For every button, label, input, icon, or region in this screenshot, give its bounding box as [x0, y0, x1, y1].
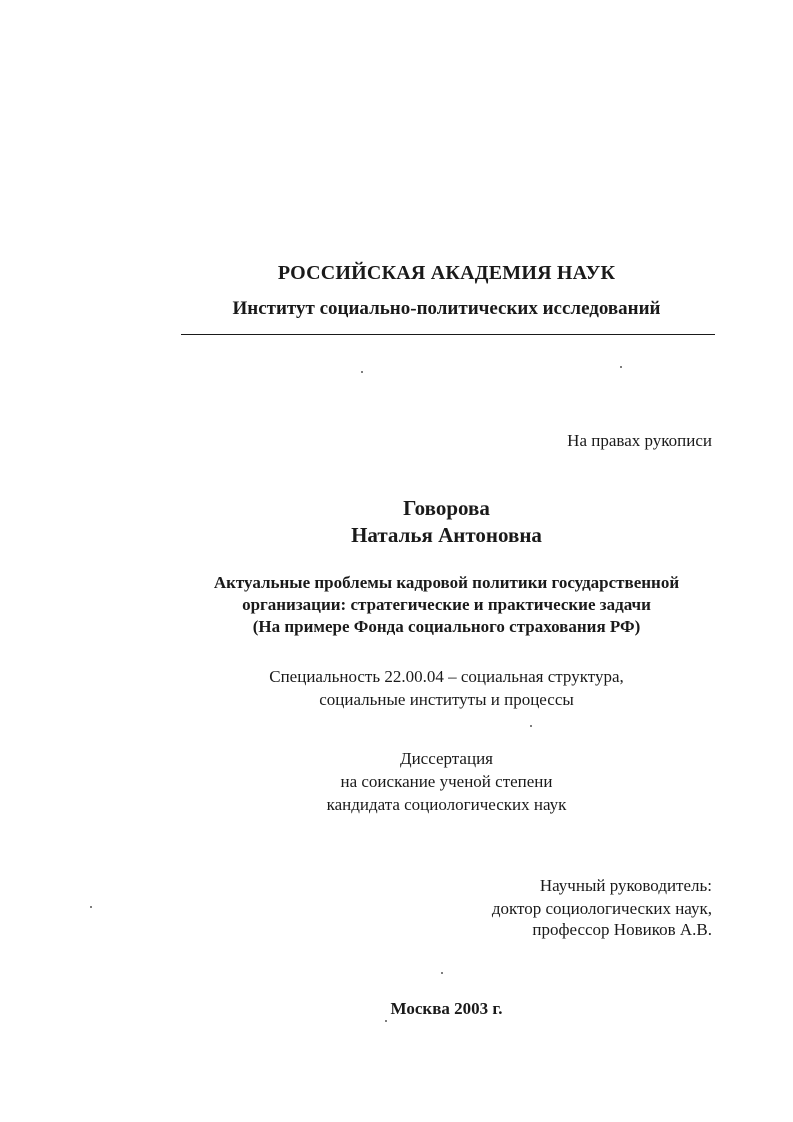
author-given-name: Наталья Антоновна	[351, 523, 542, 547]
degree-line: Диссертация	[399, 749, 493, 768]
rights-note: На правах рукописи	[567, 431, 712, 450]
institute-heading: Институт социально-политических исследований	[232, 298, 661, 319]
author-surname: Говорова	[403, 496, 490, 520]
scan-speck	[385, 1020, 387, 1022]
specialty-line: социальные институты и процессы	[319, 690, 574, 709]
dissertation-title-line: Актуальные проблемы кадровой политики государственной	[213, 573, 680, 592]
dissertation-title-line: (На примере Фонда социального страхования РФ)	[252, 617, 641, 636]
scan-speck	[530, 725, 532, 727]
scan-speck	[441, 972, 443, 974]
degree-line: кандидата социологических наук	[326, 795, 567, 814]
supervisor-line: доктор социологических наук,	[491, 899, 712, 918]
scan-speck	[90, 906, 92, 908]
supervisor-line: профессор Новиков А.В.	[532, 920, 712, 939]
supervisor-line: Научный руководитель:	[539, 876, 712, 895]
degree-line: на соискание ученой степени	[340, 772, 553, 791]
city-year: Москва 2003 г.	[390, 999, 503, 1018]
scan-speck	[620, 366, 622, 368]
specialty-line: Специальность 22.00.04 – социальная структура,	[269, 667, 624, 686]
scan-speck	[361, 371, 363, 373]
academy-heading: РОССИЙСКАЯ АКАДЕМИЯ НАУК	[277, 262, 616, 284]
header-divider	[181, 334, 715, 335]
dissertation-title-line: организации: стратегические и практические задачи	[242, 595, 651, 614]
